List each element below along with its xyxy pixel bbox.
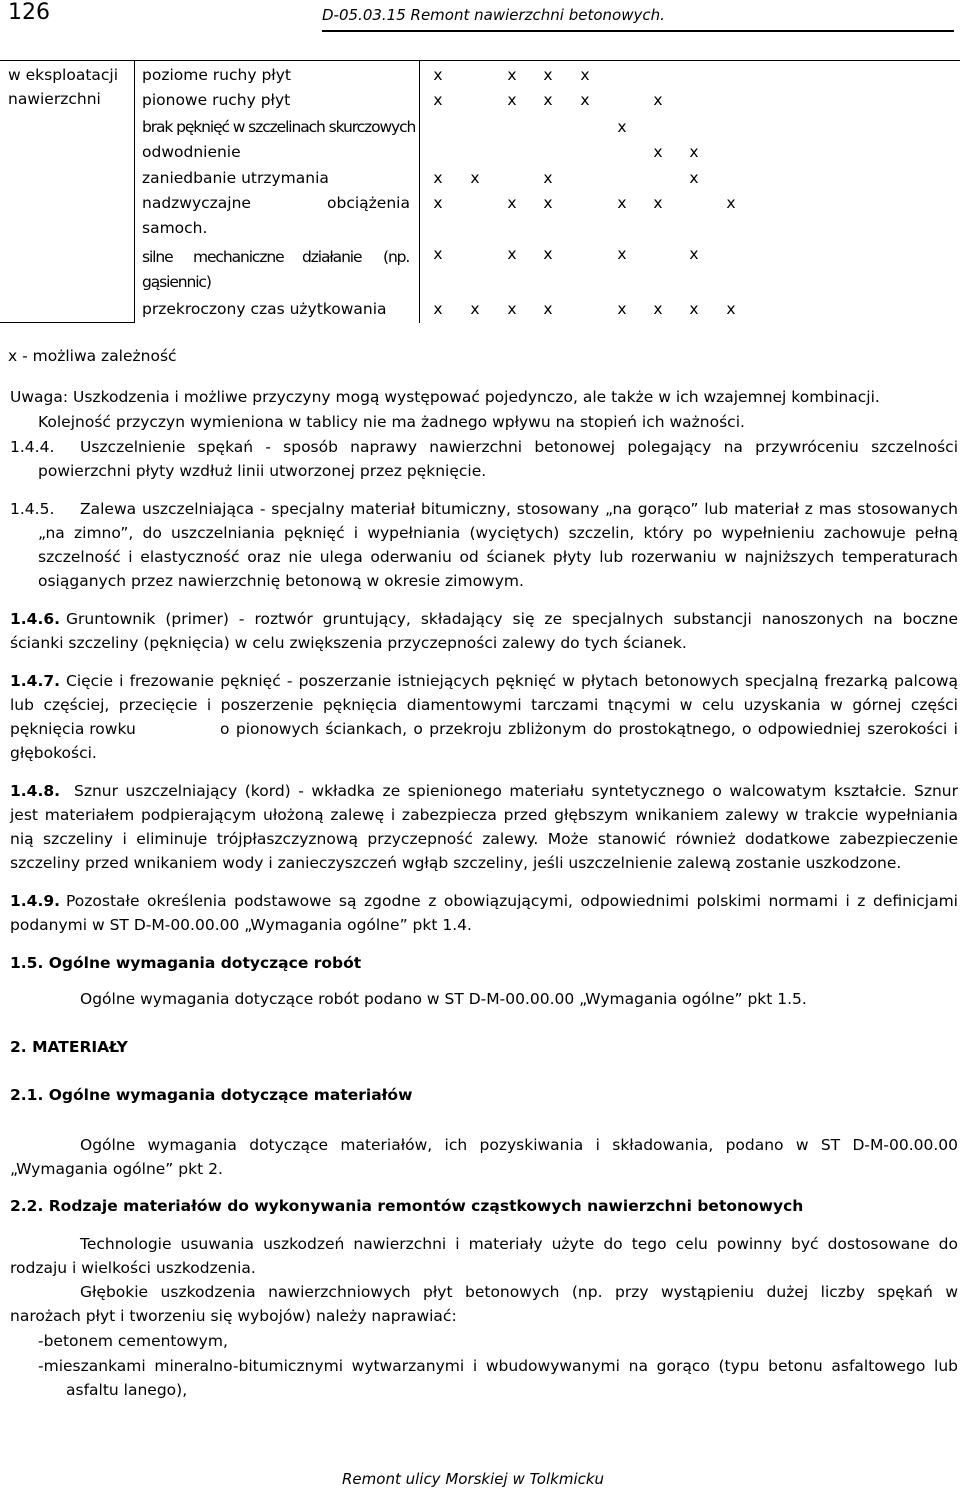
definition-text: szczeliny przed wnikaniem wody i zanieczyszczeń wgłąb szczeliny, jeśli uszczelnienie zalewą zostanie uszkodzone. (10, 854, 902, 872)
definition-text: podanymi w ST D-M-00.00.00 „Wymagania ogólne” pkt 1.4. (10, 916, 472, 934)
definition-number: 1.4.6. (10, 610, 61, 628)
definition-text: lub częściej, przecięcie i poszerzenie pęknięcia diamentowymi tarczami tnącymi w celu uzyskania w górnej części (10, 696, 958, 714)
definition-text: Pozostałe określenia podstawowe są zgodne z obowiązującymi, odpowiednimi polskimi normami i z definicjami (66, 892, 958, 910)
section-text: Technologie usuwania uszkodzeń nawierzchni i materiały użyte do tego celu powinny być dostosowane do (80, 1235, 958, 1253)
table-bottom-rule (0, 322, 134, 323)
table-row-label: obciążenia (327, 194, 410, 212)
definition-text: głębokości. (10, 744, 97, 762)
table-row-label: poziome ruchy płyt (142, 66, 291, 84)
table-row-label: działanie (302, 248, 362, 266)
definition-text: „na zimno”, do uszczelniania pęknięć i wypełniania (wyciętych) szczelin, który po wypełnieniu zachowuje pełną (38, 524, 958, 542)
section-heading: 2.1. Ogólne wymagania dotyczące materiałów (10, 1086, 413, 1104)
table-mark: x (433, 91, 443, 109)
table-legend: x - możliwa zależność (8, 347, 177, 365)
definition-text: Cięcie i frezowanie pęknięć - poszerzanie istniejących pęknięć w płytach betonowych specjalną frezarką palcową (66, 672, 958, 690)
table-mark: x (617, 300, 627, 318)
definition-text: Zalewa uszczelniająca - specjalny materiał bitumiczny, stosowany „na gorąco” lub materiał z mas stosowanych (80, 500, 958, 518)
table-mark: x (653, 194, 663, 212)
table-row-label: silne (142, 248, 173, 266)
table-row-label: zaniedbanie utrzymania (142, 169, 329, 187)
table-divider-left (134, 60, 135, 323)
table-mark: x (617, 245, 627, 263)
section-text: Ogólne wymagania dotyczące robót podano w ST D-M-00.00.00 „Wymagania ogólne” pkt 1.5. (80, 990, 807, 1008)
table-mark: x (433, 245, 443, 263)
table-mark: x (689, 300, 699, 318)
definition-text: Sznur uszczelniający (kord) - wkładka ze spienionego materiału syntetycznego o walcowatym kształcie. Sznur (74, 782, 958, 800)
section-text: Głębokie uszkodzenia nawierzchniowych płyt betonowych (np. przy wystąpieniu dużej liczby spękań w (80, 1283, 958, 1301)
table-mark: x (580, 66, 590, 84)
definition-text: Gruntownik (primer) - roztwór gruntujący, składający się ze specjalnych substancji nanoszonych na boczne (66, 610, 958, 628)
section-text: rodzaju i wielkości uszkodzenia. (10, 1259, 256, 1277)
definition-text: szczelność i elastyczność oraz nie ulega oderwaniu od ścianek płyty lub rozerwaniu w najniższych temperaturach (38, 548, 958, 566)
table-mark: x (653, 300, 663, 318)
table-row-label: (np. (383, 248, 410, 266)
table-top-rule (0, 60, 960, 61)
definition-text: powierzchni płyty wzdłuż linii utworzonej przez pęknięcie. (38, 462, 487, 480)
table-mark: x (507, 66, 517, 84)
definition-text: Uszczelnienie spękań - sposób naprawy nawierzchni betonowej polegający na przywróceniu szczelności (80, 438, 958, 456)
table-row-label: pionowe ruchy płyt (142, 91, 291, 109)
table-mark: x (543, 300, 553, 318)
definition-number: 1.4.4. (10, 438, 55, 456)
table-row-label: brak pęknięć w szczelinach skurczowych (142, 118, 416, 136)
table-mark: x (726, 194, 736, 212)
chapter-heading: 2. MATERIAŁY (10, 1038, 128, 1056)
table-mark: x (507, 194, 517, 212)
section-text: „Wymagania ogólne” pkt 2. (10, 1160, 223, 1178)
section-heading: 1.5. Ogólne wymagania dotyczące robót (10, 954, 362, 972)
table-group-label: w eksploatacji (8, 66, 119, 84)
table-mark: x (653, 143, 663, 161)
definition-text: o pionowych ściankach, o przekroju zbliżonym do prostokątnego, o odpowiedniej szerokości i (220, 720, 958, 738)
table-row-label: odwodnienie (142, 143, 241, 161)
table-mark: x (507, 245, 517, 263)
table-row-label: gąsiennic) (142, 273, 211, 291)
list-item: -mieszankami mineralno-bitumicznymi wytwarzanymi i wbudowywanymi na gorąco (typu betonu asfaltowego lub (38, 1357, 958, 1375)
table-group-label: nawierzchni (8, 90, 101, 108)
definition-number: 1.4.8. (10, 782, 61, 800)
table-row-label: samoch. (142, 219, 208, 237)
definition-text: osiąganych przez nawierzchnię betonową w okresie zimowym. (38, 572, 524, 590)
definition-number: 1.4.9. (10, 892, 61, 910)
table-mark: x (689, 169, 699, 187)
section-heading: 2.2. Rodzaje materiałów do wykonywania remontów cząstkowych nawierzchni betonowych (10, 1197, 804, 1215)
table-mark: x (543, 169, 553, 187)
table-mark: x (433, 66, 443, 84)
table-row-label: przekroczony czas użytkowania (142, 300, 387, 318)
definition-text: jest materiałem podpierającym ułożoną zalewę i zabezpiecza przed głębszym wnikaniem zalewy w trakcie wypełniania (10, 806, 958, 824)
table-row-label: mechaniczne (193, 248, 284, 266)
section-text: narożach płyt i tworzeniu się wybojów) należy naprawiać: (10, 1307, 457, 1325)
note-line: Uwaga: Uszkodzenia i możliwe przyczyny mogą występować pojedynczo, ale także w ich wzajemnej kombinacji. (10, 388, 880, 406)
table-mark: x (543, 194, 553, 212)
table-mark: x (689, 245, 699, 263)
definition-text: nią szczeliny i eliminuje trójpłaszczyznową przyczepność zalewy. Może stanowić również dodatkowe zabezpieczenie (10, 830, 958, 848)
definition-number: 1.4.5. (10, 500, 55, 518)
table-mark: x (543, 66, 553, 84)
header-divider (322, 30, 954, 32)
table-mark: x (726, 300, 736, 318)
note-line: Kolejność przyczyn wymieniona w tablicy nie ma żadnego wpływu na stopień ich ważności. (38, 413, 745, 431)
definition-text: pęknięcia rowku (10, 720, 136, 738)
table-mark: x (433, 169, 443, 187)
document-header-title: D-05.03.15 Remont nawierzchni betonowych. (322, 6, 665, 24)
table-row-label: nadzwyczajne (142, 194, 251, 212)
table-mark: x (507, 91, 517, 109)
definition-text: ścianki szczeliny (pęknięcia) w celu zwiększenia przyczepności zalewy do tych ścianek. (10, 634, 687, 652)
table-mark: x (653, 91, 663, 109)
list-item: asfaltu lanego), (66, 1381, 188, 1399)
list-item: -betonem cementowym, (38, 1332, 228, 1350)
definition-number: 1.4.7. (10, 672, 61, 690)
table-mark: x (470, 169, 480, 187)
page-footer: Remont ulicy Morskiej w Tolkmicku (342, 1470, 605, 1488)
table-mark: x (617, 118, 627, 136)
table-mark: x (543, 91, 553, 109)
table-mark: x (617, 194, 627, 212)
table-mark: x (689, 143, 699, 161)
table-mark: x (580, 91, 590, 109)
table-divider-right (419, 60, 420, 323)
page-number: 126 (8, 0, 50, 25)
table-mark: x (543, 245, 553, 263)
table-mark: x (470, 300, 480, 318)
table-mark: x (507, 300, 517, 318)
table-mark: x (433, 300, 443, 318)
table-mark: x (433, 194, 443, 212)
section-text: Ogólne wymagania dotyczące materiałów, ich pozyskiwania i składowania, podano w ST D-M-00.00.00 (80, 1136, 958, 1154)
